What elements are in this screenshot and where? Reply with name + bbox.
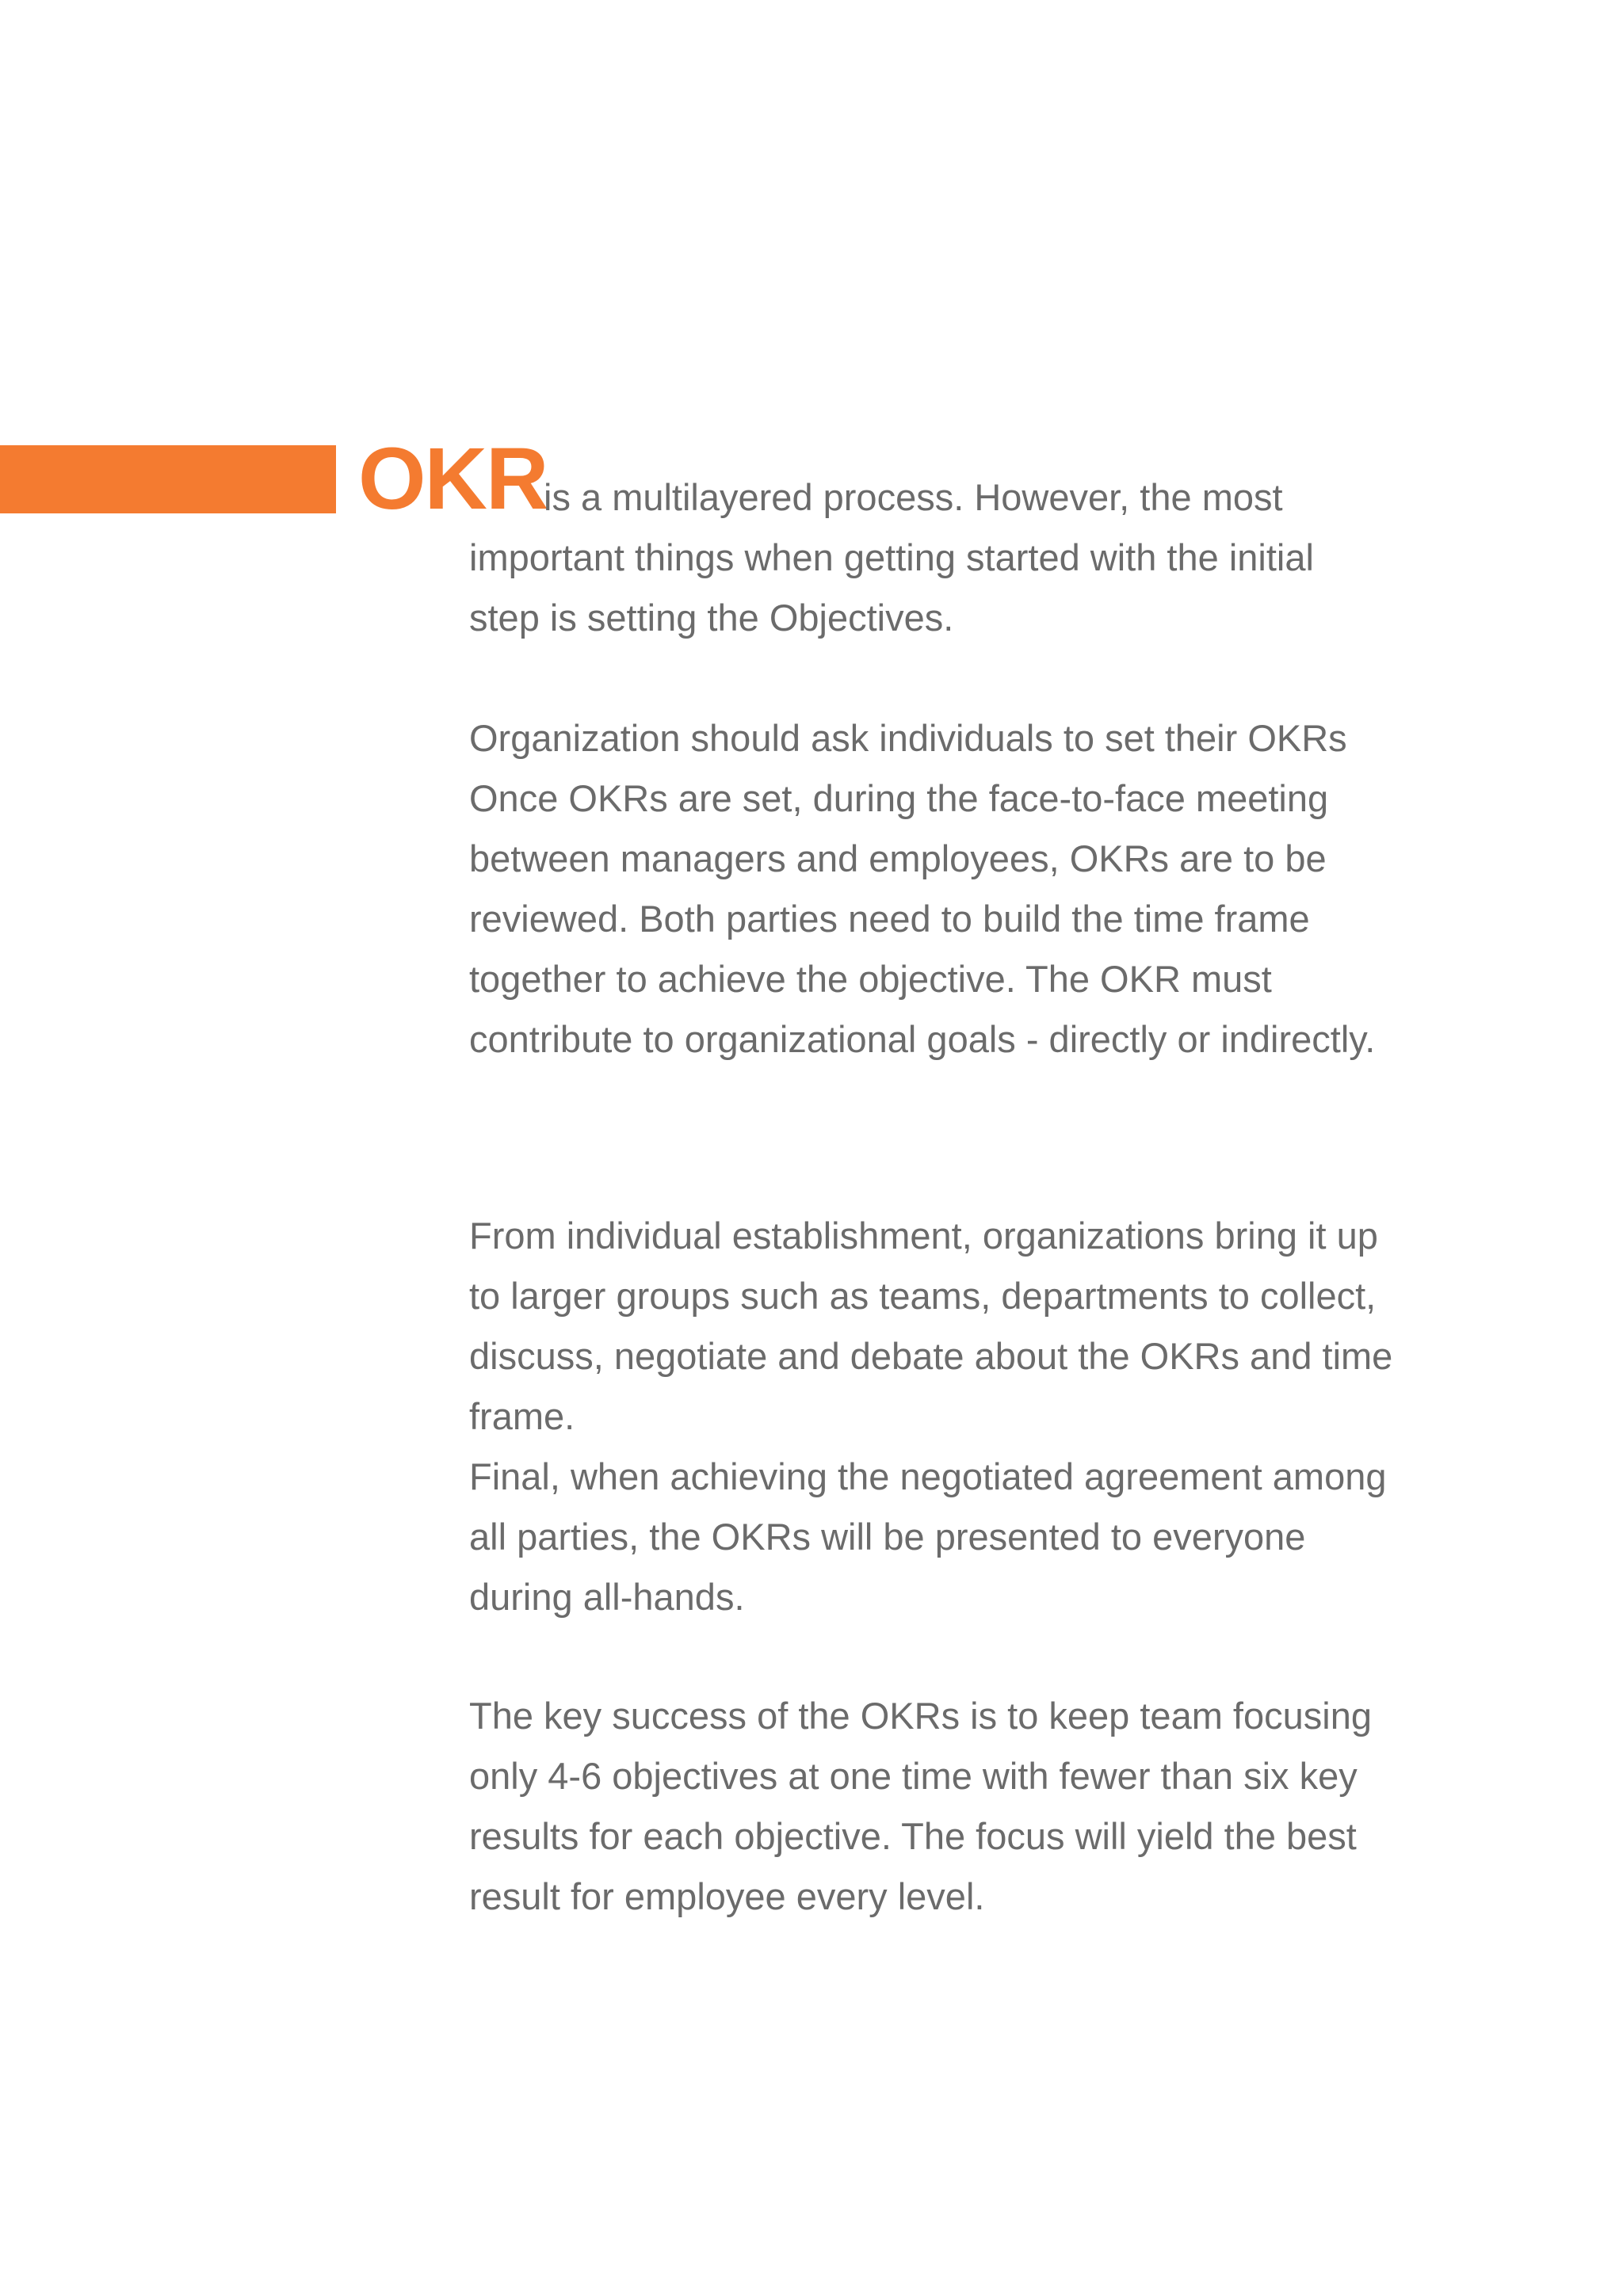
text-line: reviewed. Both parties need to build the time frame	[469, 898, 1310, 940]
intro-first-line: is a multilayered process. However, the most	[544, 476, 1283, 518]
text-line: step is setting the Objectives.	[469, 597, 954, 639]
paragraph-group-alignment	[469, 1206, 1594, 1627]
paragraph-okr-setting	[469, 708, 1594, 1070]
text-line: between managers and employees, OKRs are to be	[469, 837, 1327, 879]
text-line: results for each objective. The focus will yield the best	[469, 1815, 1357, 1857]
text-line: together to achieve the objective. The OKR must	[469, 958, 1272, 1000]
text-line: The key success of the OKRs is to keep team focusing	[469, 1695, 1372, 1737]
text-line: important things when getting started with the initial	[469, 536, 1314, 578]
text-line: frame.	[469, 1395, 575, 1437]
text-line: From individual establishment, organizations bring it up	[469, 1215, 1378, 1257]
paragraph-intro-continued	[469, 528, 1594, 648]
text-line: contribute to organizational goals - directly or indirectly.	[469, 1018, 1376, 1060]
text-line: Organization should ask individuals to set their OKRs	[469, 717, 1347, 759]
text-line: all parties, the OKRs will be presented to everyone	[469, 1516, 1306, 1558]
text-line: result for employee every level.	[469, 1875, 985, 1917]
accent-bar	[0, 445, 336, 513]
text-line: discuss, negotiate and debate about the OKRs and time	[469, 1335, 1393, 1377]
text-line: during all-hands.	[469, 1576, 745, 1618]
text-line: only 4-6 objectives at one time with fewer than six key	[469, 1755, 1358, 1797]
okr-heading: OKR	[358, 430, 548, 528]
paragraph-key-success	[469, 1686, 1594, 1927]
text-line: to larger groups such as teams, departments to collect,	[469, 1275, 1377, 1317]
text-line: Final, when achieving the negotiated agreement among	[469, 1455, 1387, 1497]
text-line: Once OKRs are set, during the face-to-face meeting	[469, 777, 1329, 819]
